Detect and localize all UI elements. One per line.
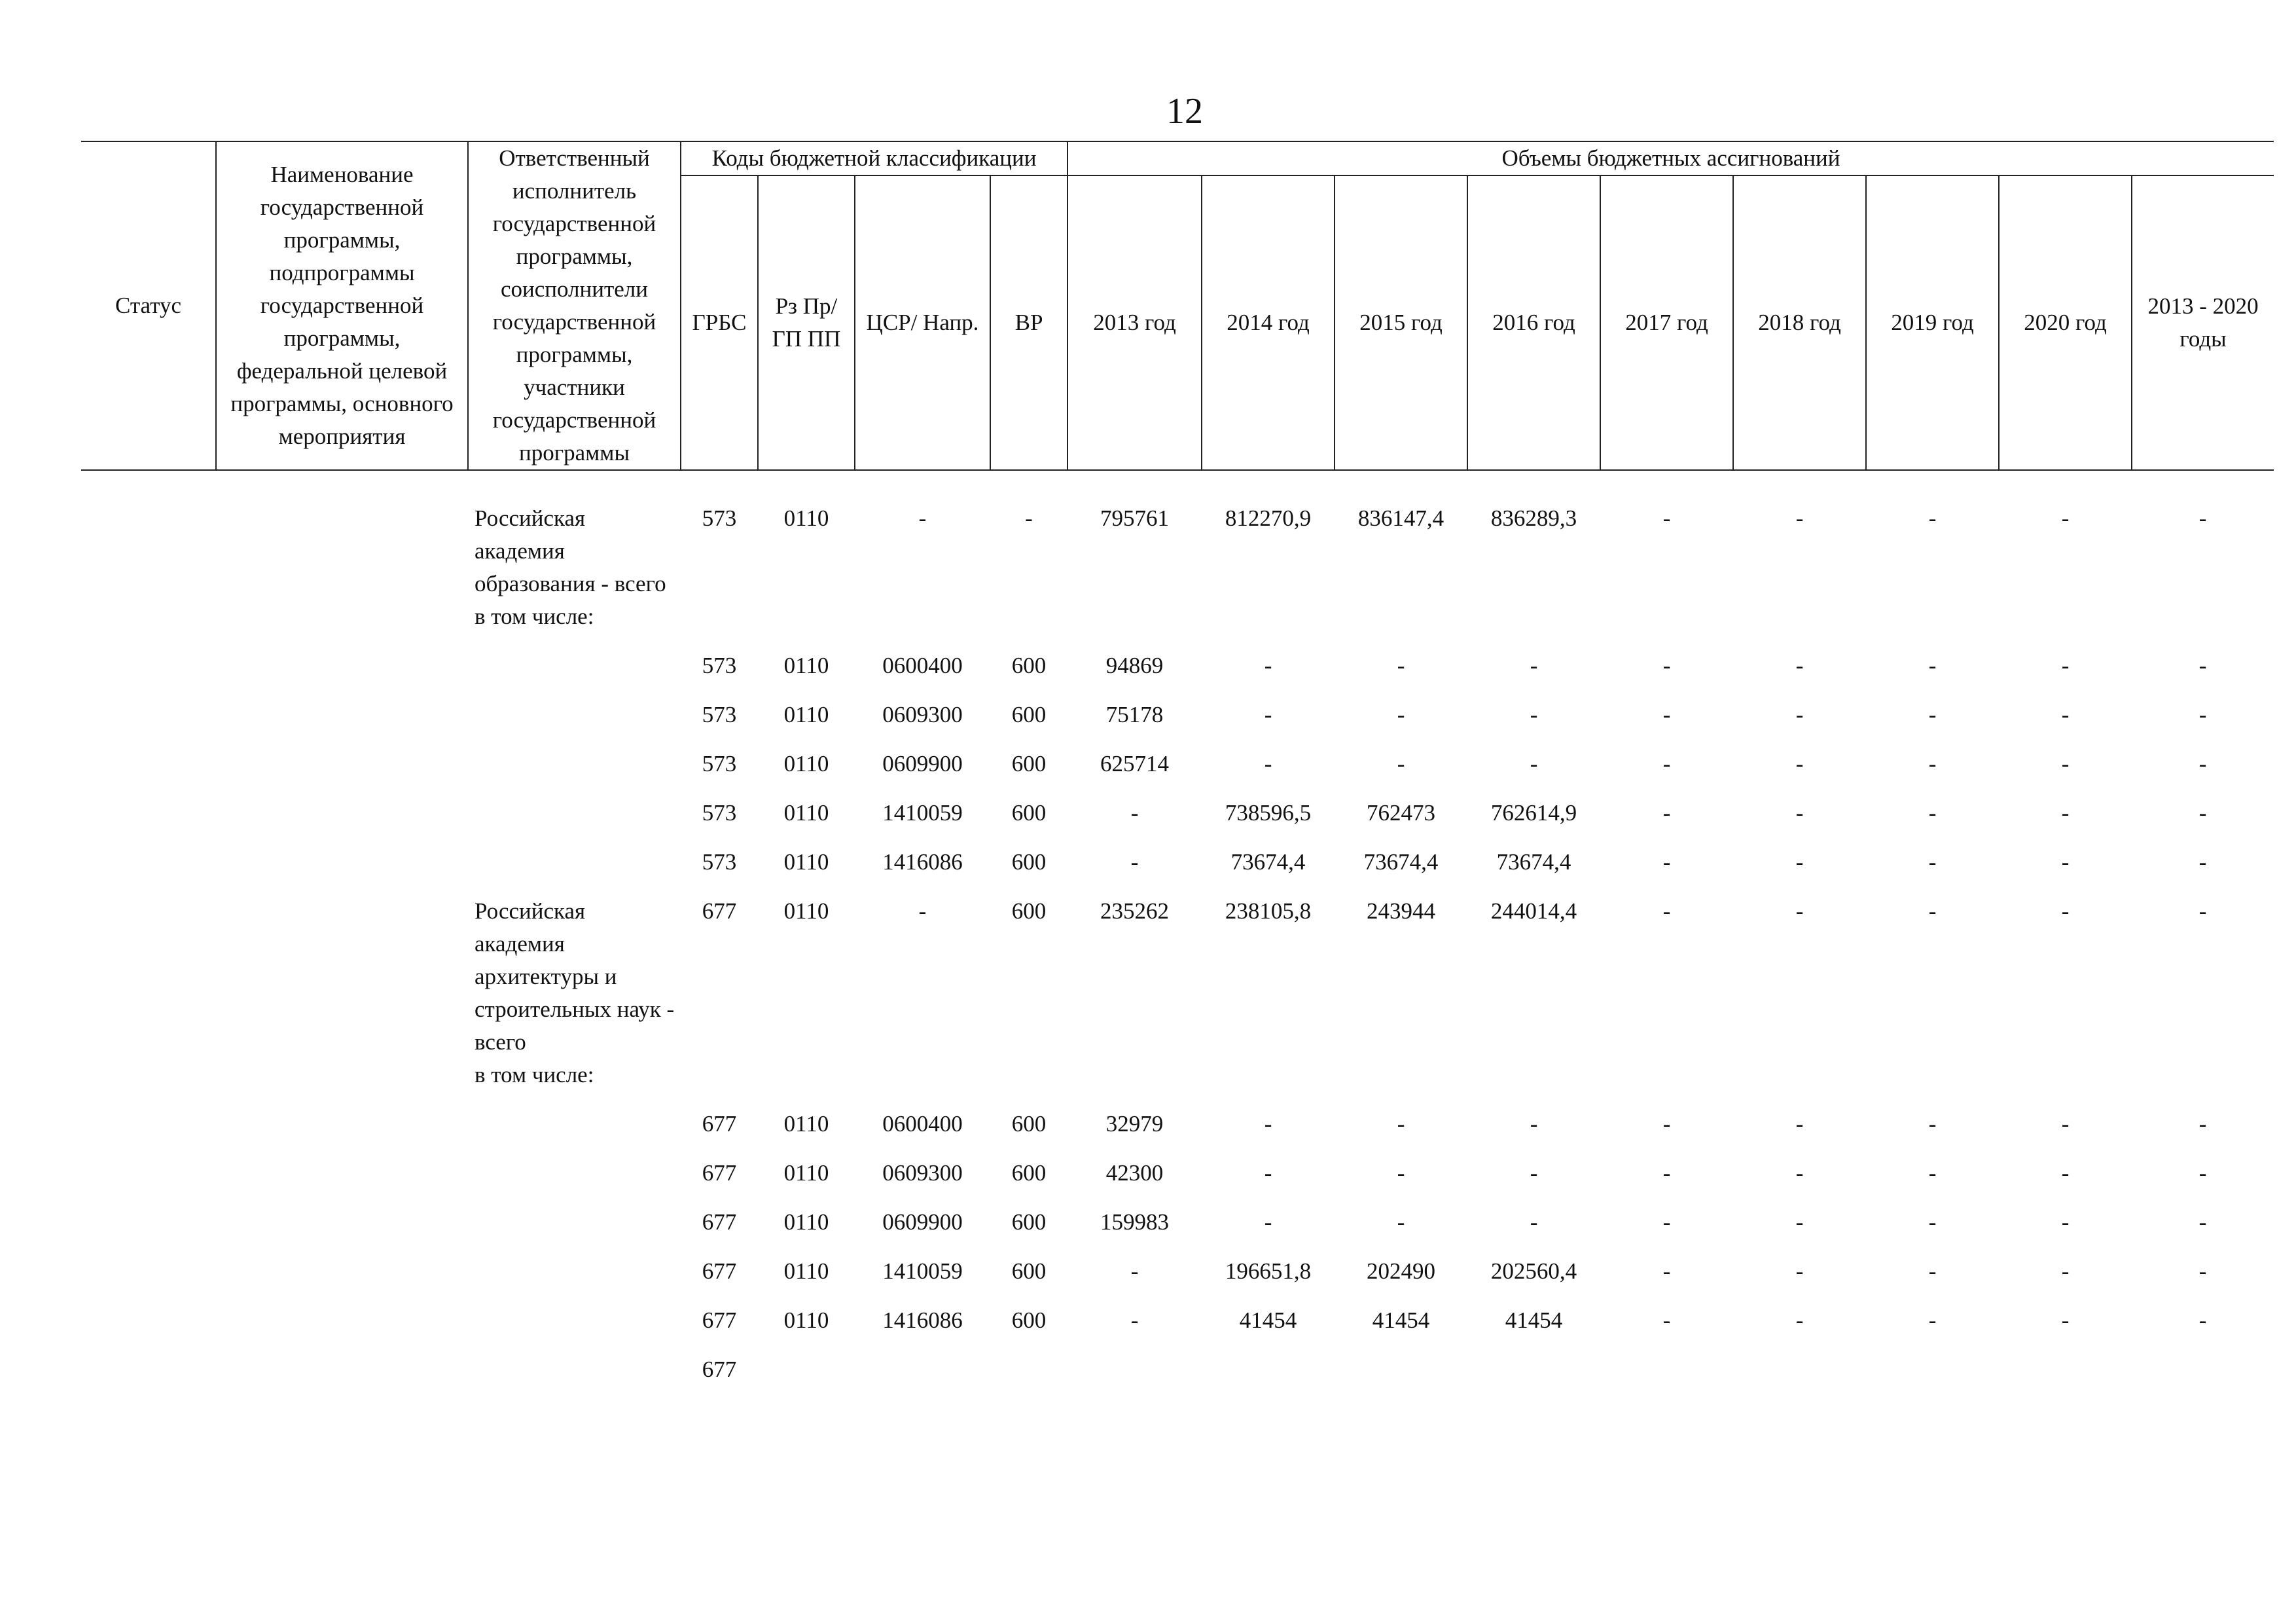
value-cell (1335, 1059, 1467, 1108)
value-cell: 243944 (1367, 898, 1436, 924)
value-cell (1067, 1353, 1202, 1402)
vr-cell: 600 (1011, 751, 1047, 776)
value-cell (2132, 1353, 2274, 1402)
value-cell: - (1264, 1111, 1272, 1137)
header-volumes-group: Объемы бюджетных ассигнований (1067, 141, 2274, 175)
grbs-cell: 573 (702, 800, 737, 826)
program-name-cell (216, 1255, 468, 1304)
value-cell: - (2061, 653, 2070, 678)
value-cell: - (2198, 898, 2207, 924)
value-cell: - (1662, 1307, 1671, 1333)
value-cell (1733, 600, 1866, 649)
executor-cell: в том числе: (475, 1062, 594, 1087)
value-cell: - (1397, 653, 1405, 678)
rzpr-cell: 0110 (783, 702, 829, 727)
value-cell (1067, 600, 1202, 649)
csr-cell: 1410059 (882, 800, 963, 826)
value-cell: - (1795, 849, 1804, 875)
rzpr-cell: 0110 (783, 800, 829, 826)
executor-cell (468, 1304, 681, 1353)
value-cell: 159983 (1100, 1209, 1170, 1235)
value-cell: - (2061, 1160, 2070, 1186)
program-name-cell (216, 846, 468, 895)
table-row (81, 895, 2274, 1059)
csr-cell: 1416086 (882, 1307, 963, 1333)
value-cell (1335, 600, 1467, 649)
value-cell (1067, 1059, 1202, 1108)
header-vr: ВР (990, 175, 1067, 470)
csr-cell (855, 1353, 990, 1402)
vr-cell: - (1025, 505, 1033, 531)
value-cell: - (1264, 1160, 1272, 1186)
executor-cell (468, 846, 681, 895)
value-cell: - (1530, 1111, 1538, 1137)
executor-cell: Российская академия образования - всего (475, 505, 666, 596)
value-cell (1866, 600, 1999, 649)
header-year: 2017 год (1600, 175, 1733, 470)
value-cell: - (1530, 702, 1538, 727)
header-codes-group: Коды бюджетной классификации (681, 141, 1067, 175)
value-cell: - (2198, 1307, 2207, 1333)
grbs-cell: 573 (702, 505, 737, 531)
value-cell: - (2061, 800, 2070, 826)
status-cell (81, 895, 216, 1059)
program-name-cell (216, 649, 468, 699)
header-csr: ЦСР/ Напр. (855, 175, 990, 470)
executor-cell (468, 1157, 681, 1206)
header-executor: Ответственный исполнитель государственной программы, соисполнители государственной программы, участники государственной программы (468, 141, 681, 470)
value-cell: - (1928, 849, 1937, 875)
value-cell: - (1795, 505, 1804, 531)
table-row (81, 1206, 2274, 1255)
budget-table (81, 141, 2274, 1402)
value-cell: - (1795, 898, 1804, 924)
header-grbs: ГРБС (681, 175, 758, 470)
csr-cell: - (918, 505, 927, 531)
header-year: 2014 год (1202, 175, 1335, 470)
status-cell (81, 1059, 216, 1108)
executor-cell (468, 1255, 681, 1304)
value-cell: - (1928, 653, 1937, 678)
program-name-cell (216, 797, 468, 846)
value-cell: 244014,4 (1490, 898, 1577, 924)
value-cell (1600, 1353, 1733, 1402)
table-row (81, 600, 2274, 649)
csr-cell: 0609300 (882, 702, 963, 727)
value-cell: - (1530, 653, 1538, 678)
grbs-cell: 677 (702, 1111, 737, 1137)
header-rzpr: Рз Пр/ ГП ПП (758, 175, 855, 470)
value-cell: - (2061, 751, 2070, 776)
value-cell: - (1130, 1258, 1139, 1284)
value-cell: - (1928, 1209, 1937, 1235)
grbs-cell: 573 (702, 849, 737, 875)
rzpr-cell: 0110 (783, 849, 829, 875)
value-cell: - (1662, 898, 1671, 924)
table-row (81, 1353, 2274, 1402)
value-cell: - (1928, 1111, 1937, 1137)
value-cell: - (1928, 1258, 1937, 1284)
value-cell: - (1795, 702, 1804, 727)
value-cell: 238105,8 (1225, 898, 1312, 924)
executor-cell (468, 1206, 681, 1255)
program-name-cell (216, 1206, 468, 1255)
value-cell: 625714 (1100, 751, 1170, 776)
value-cell: - (1662, 800, 1671, 826)
rzpr-cell (758, 1059, 855, 1108)
status-cell (81, 1255, 216, 1304)
program-name-cell (216, 600, 468, 649)
value-cell: - (1795, 1111, 1804, 1137)
value-cell: - (1130, 849, 1139, 875)
grbs-cell: 573 (702, 702, 737, 727)
value-cell: 762473 (1367, 800, 1436, 826)
value-cell: - (1397, 1160, 1405, 1186)
header-year: 2019 год (1866, 175, 1999, 470)
value-cell: - (2061, 1307, 2070, 1333)
value-cell (1202, 600, 1335, 649)
value-cell: 41454 (1239, 1307, 1297, 1333)
executor-cell (468, 649, 681, 699)
value-cell (1600, 1059, 1733, 1108)
value-cell: - (2198, 1160, 2207, 1186)
header-total-years: 2013 - 2020 годы (2132, 175, 2274, 470)
program-name-cell (216, 502, 468, 600)
header-program-name: Наименование государственной программы, подпрограммы государственной программы, федеральной целевой программы, основного мероприятия (216, 141, 468, 470)
value-cell: - (2061, 702, 2070, 727)
value-cell: - (1530, 1160, 1538, 1186)
value-cell: - (1264, 1209, 1272, 1235)
header-year: 2018 год (1733, 175, 1866, 470)
value-cell: - (1397, 702, 1405, 727)
value-cell: 73674,4 (1363, 849, 1439, 875)
value-cell (1999, 600, 2132, 649)
program-name-cell (216, 1353, 468, 1402)
rzpr-cell: 0110 (783, 1209, 829, 1235)
value-cell: - (1130, 1307, 1139, 1333)
value-cell: - (2198, 1258, 2207, 1284)
csr-cell: 1416086 (882, 849, 963, 875)
table-row (81, 1157, 2274, 1206)
executor-cell: Российская академия архитектуры и строительных наук - всего (475, 898, 675, 1055)
status-cell (81, 1353, 216, 1402)
value-cell: 75178 (1105, 702, 1164, 727)
value-cell: - (1397, 1111, 1405, 1137)
value-cell (2132, 600, 2274, 649)
table-row (81, 846, 2274, 895)
status-cell (81, 600, 216, 649)
table-row (81, 1108, 2274, 1157)
status-cell (81, 699, 216, 748)
program-name-cell (216, 1059, 468, 1108)
value-cell (1202, 1353, 1335, 1402)
table-row (81, 748, 2274, 797)
value-cell (1866, 1353, 1999, 1402)
value-cell (1733, 1059, 1866, 1108)
vr-cell (990, 1353, 1067, 1402)
value-cell: - (2198, 1111, 2207, 1137)
table-row (81, 502, 2274, 600)
value-cell: - (1662, 702, 1671, 727)
value-cell: - (1397, 1209, 1405, 1235)
value-cell: - (2061, 505, 2070, 531)
csr-cell: 0609900 (882, 1209, 963, 1235)
value-cell: - (2198, 800, 2207, 826)
value-cell: 42300 (1105, 1160, 1164, 1186)
table-body (81, 470, 2274, 1402)
grbs-cell: 677 (702, 1357, 737, 1382)
csr-cell: - (918, 898, 927, 924)
vr-cell: 600 (1011, 1160, 1047, 1186)
value-cell (2132, 1059, 2274, 1108)
executor-cell (468, 1353, 681, 1402)
value-cell: - (1662, 653, 1671, 678)
status-cell (81, 797, 216, 846)
value-cell: - (2061, 849, 2070, 875)
program-name-cell (216, 748, 468, 797)
table-row (81, 649, 2274, 699)
rzpr-cell: 0110 (783, 898, 829, 924)
status-cell (81, 1304, 216, 1353)
status-cell (81, 748, 216, 797)
value-cell: 762614,9 (1490, 800, 1577, 826)
csr-cell: 1410059 (882, 1258, 963, 1284)
grbs-cell: 677 (702, 1209, 737, 1235)
header-year: 2015 год (1335, 175, 1467, 470)
status-cell (81, 649, 216, 699)
value-cell (1467, 1353, 1600, 1402)
value-cell: - (2061, 1111, 2070, 1137)
value-cell: 795761 (1100, 505, 1170, 531)
vr-cell: 600 (1011, 653, 1047, 678)
value-cell: - (1928, 702, 1937, 727)
value-cell (1467, 1059, 1600, 1108)
value-cell: - (2198, 505, 2207, 531)
table-row (81, 1304, 2274, 1353)
value-cell: 836289,3 (1490, 505, 1577, 531)
value-cell: - (2061, 1209, 2070, 1235)
rzpr-cell: 0110 (783, 1307, 829, 1333)
vr-cell: 600 (1011, 898, 1047, 924)
value-cell: - (1662, 505, 1671, 531)
csr-cell (855, 1059, 990, 1108)
executor-cell (468, 699, 681, 748)
grbs-cell: 677 (702, 898, 737, 924)
value-cell: - (1662, 1258, 1671, 1284)
value-cell: - (1928, 505, 1937, 531)
value-cell: - (1530, 751, 1538, 776)
vr-cell (990, 600, 1067, 649)
rzpr-cell: 0110 (783, 653, 829, 678)
value-cell: - (1530, 1209, 1538, 1235)
csr-cell: 0600400 (882, 1111, 963, 1137)
table-row (81, 1059, 2274, 1108)
program-name-cell (216, 1304, 468, 1353)
rzpr-cell (758, 1353, 855, 1402)
executor-cell (468, 748, 681, 797)
value-cell: - (2198, 751, 2207, 776)
grbs-cell: 677 (702, 1258, 737, 1284)
value-cell (1733, 1353, 1866, 1402)
value-cell: 41454 (1372, 1307, 1430, 1333)
value-cell: 32979 (1105, 1111, 1164, 1137)
value-cell: - (1928, 800, 1937, 826)
value-cell: 202560,4 (1490, 1258, 1577, 1284)
csr-cell: 0609300 (882, 1160, 963, 1186)
value-cell (1202, 1059, 1335, 1108)
value-cell: 73674,4 (1496, 849, 1571, 875)
value-cell: - (1928, 751, 1937, 776)
value-cell: - (2198, 702, 2207, 727)
executor-cell (468, 1108, 681, 1157)
value-cell: - (1795, 800, 1804, 826)
vr-cell: 600 (1011, 1307, 1047, 1333)
value-cell: 73674,4 (1230, 849, 1306, 875)
header-year: 2016 год (1467, 175, 1600, 470)
value-cell (1467, 600, 1600, 649)
table-row (81, 797, 2274, 846)
page-number: 12 (1166, 91, 1203, 132)
value-cell: - (2061, 898, 2070, 924)
grbs-cell: 573 (702, 751, 737, 776)
value-cell: - (1795, 1307, 1804, 1333)
csr-cell: 0600400 (882, 653, 963, 678)
executor-cell: в том числе: (475, 604, 594, 629)
value-cell: - (1397, 751, 1405, 776)
value-cell: - (1928, 1307, 1937, 1333)
header-year: 2020 год (1999, 175, 2132, 470)
value-cell: - (1662, 1209, 1671, 1235)
vr-cell: 600 (1011, 800, 1047, 826)
vr-cell: 600 (1011, 702, 1047, 727)
status-cell (81, 1108, 216, 1157)
value-cell: 836147,4 (1357, 505, 1444, 531)
csr-cell: 0609900 (882, 751, 963, 776)
status-cell (81, 502, 216, 600)
vr-cell: 600 (1011, 1209, 1047, 1235)
vr-cell (990, 1059, 1067, 1108)
rzpr-cell: 0110 (783, 1111, 829, 1137)
value-cell: - (1662, 751, 1671, 776)
value-cell: 202490 (1367, 1258, 1436, 1284)
grbs-cell (681, 600, 758, 649)
rzpr-cell (758, 600, 855, 649)
table-row (81, 699, 2274, 748)
value-cell: - (1795, 1160, 1804, 1186)
table-row (81, 1255, 2274, 1304)
vr-cell: 600 (1011, 849, 1047, 875)
status-cell (81, 1157, 216, 1206)
value-cell: - (1795, 653, 1804, 678)
status-cell (81, 1206, 216, 1255)
value-cell: - (1795, 1209, 1804, 1235)
executor-cell (468, 797, 681, 846)
program-name-cell (216, 895, 468, 1059)
value-cell: 738596,5 (1225, 800, 1312, 826)
value-cell (1999, 1059, 2132, 1108)
rzpr-cell: 0110 (783, 505, 829, 531)
value-cell: - (1662, 1111, 1671, 1137)
value-cell: 41454 (1505, 1307, 1563, 1333)
header-status: Статус (81, 141, 216, 470)
value-cell: - (1264, 653, 1272, 678)
value-cell (1999, 1353, 2132, 1402)
value-cell: 812270,9 (1225, 505, 1312, 531)
program-name-cell (216, 1157, 468, 1206)
csr-cell (855, 600, 990, 649)
grbs-cell (681, 1059, 758, 1108)
value-cell: - (1928, 898, 1937, 924)
value-cell: - (1795, 751, 1804, 776)
value-cell: 235262 (1100, 898, 1170, 924)
grbs-cell: 573 (702, 653, 737, 678)
value-cell: - (1264, 751, 1272, 776)
value-cell: - (2198, 653, 2207, 678)
rzpr-cell: 0110 (783, 751, 829, 776)
grbs-cell: 677 (702, 1160, 737, 1186)
rzpr-cell: 0110 (783, 1160, 829, 1186)
value-cell: - (2198, 1209, 2207, 1235)
vr-cell: 600 (1011, 1111, 1047, 1137)
value-cell: - (1662, 849, 1671, 875)
header-year: 2013 год (1067, 175, 1202, 470)
value-cell: - (2061, 1258, 2070, 1284)
value-cell: 94869 (1105, 653, 1164, 678)
grbs-cell: 677 (702, 1307, 737, 1333)
value-cell: - (1928, 1160, 1937, 1186)
value-cell (1600, 600, 1733, 649)
status-cell (81, 846, 216, 895)
value-cell: - (1662, 1160, 1671, 1186)
value-cell (1335, 1353, 1467, 1402)
value-cell: - (1795, 1258, 1804, 1284)
vr-cell: 600 (1011, 1258, 1047, 1284)
value-cell (1866, 1059, 1999, 1108)
value-cell: - (1264, 702, 1272, 727)
value-cell: - (2198, 849, 2207, 875)
rzpr-cell: 0110 (783, 1258, 829, 1284)
value-cell: - (1130, 800, 1139, 826)
program-name-cell (216, 1108, 468, 1157)
program-name-cell (216, 699, 468, 748)
value-cell: 196651,8 (1225, 1258, 1312, 1284)
